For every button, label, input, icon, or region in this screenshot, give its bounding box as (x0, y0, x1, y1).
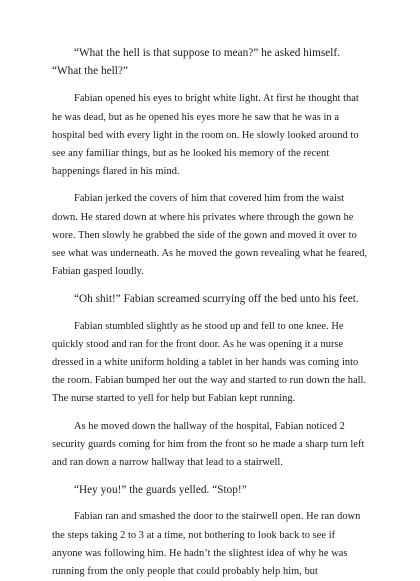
paragraph-1: “What the hell is that suppose to mean?” he asked himself. “What the hell?” (52, 47, 341, 78)
paragraph-2: Fabian opened his eyes to bright white light. At first he thought that he was dead, but as he opened his eyes more he saw that he was in a hospital bed with every light in the room on. He slowly looked around to see any familiar things, but as he looked his memory of the recent happenings flared in his mind. (52, 93, 359, 178)
paragraph-8: Fabian ran and smashed the door to the stairwell open. He ran down the steps taking 2 to 3 at a time, not bothering to look back to see if anyone was following him. He hadn’t the slightest idea of why he was running from the only people that could probably help him, but (52, 511, 361, 578)
paragraph-5: Fabian stumbled slightly as he stood up and fell to one knee. He quickly stood and ran for the front door. As he was opening it a nurse dressed in a white uniform holding a tablet in her hands was coming into the room. Fabian bumped her out the way and started to run down the hall. The nurse started to yell for help but Fabian kept running. (52, 320, 367, 405)
paragraph-7: “Hey you!” the guards yelled. “Stop!” (74, 484, 247, 497)
paragraph-3: Fabian jerked the covers of him that covered him from the waist down. He stared down at where his privates where through the gown he wore. Then slowly he grabbed the side of the gown and moved it over to see what was underneath. As he moved the gown revealing what he feared, Fabian gasped loudly. (52, 193, 368, 278)
paragraph-6: As he moved down the hallway of the hospital, Fabian noticed 2 security guards coming for him from the front so he made a sharp turn left and ran down a narrow hallway that lead to a stairwell. (52, 420, 365, 469)
paragraph-4: “Oh shit!” Fabian screamed scurrying off the bed unto his feet. (74, 293, 359, 306)
